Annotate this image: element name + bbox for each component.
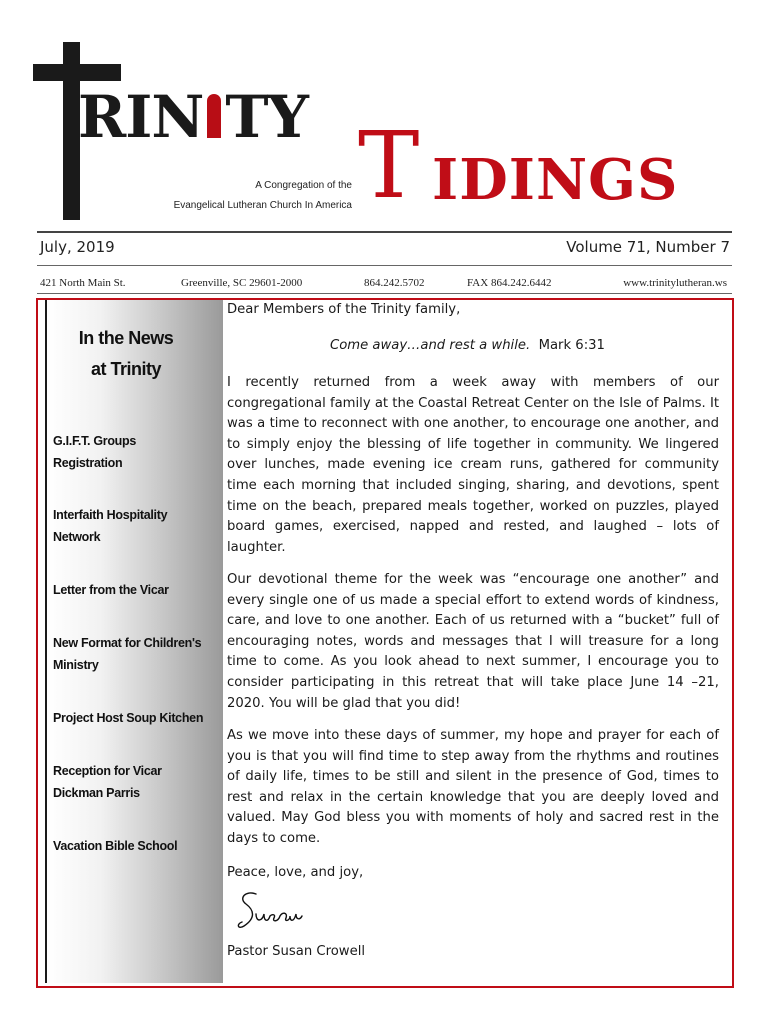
- news-item: G.I.F.T. Groups Registration: [53, 434, 137, 470]
- letter-paragraph: Our devotional theme for the week was “encourage one another” and every single one of us made a special effort to extend words of kindness, care, and love to one another. Each of us returned with a “bucket” full of encouraging notes, words and messages that I will treasure for a long time to come. As you look ahead to next summer, I encourage you to consider participating in this retreat that will take place June 14 –21, 2020. You will be glad that you did!: [227, 572, 719, 711]
- news-item: Vacation Bible School: [53, 839, 178, 853]
- scripture-verse: Come away…and rest a while. Mark 6:31: [330, 338, 605, 353]
- news-item: Reception for Vicar Dickman Parris: [53, 764, 162, 800]
- address: 421 North Main St.: [40, 277, 126, 289]
- news-item: Interfaith Hospitality Network: [53, 508, 168, 544]
- phone: 864.242.5702: [364, 277, 425, 289]
- letter-closing: Peace, love, and joy,: [227, 865, 364, 880]
- website-link[interactable]: www.trinitylutheran.ws: [623, 277, 727, 289]
- letter-paragraph: As we move into these days of summer, my hope and prayer for each of you is that you will find time to step away from the rhythms and routines of daily life, times to be still and silent in the presence of God, times to rest and relax in the certain knowledge that you are deeply loved and valued. May God bless you with moments of holy and sacred rest in the days to come.: [227, 728, 719, 846]
- subtitle-line-2: Evangelical Lutheran Church In America: [173, 200, 352, 211]
- divider: [37, 293, 732, 294]
- church-door-icon: [207, 94, 221, 138]
- divider: [37, 265, 732, 266]
- sidebar-title-line-1: In the News: [78, 328, 174, 348]
- signer-name: Pastor Susan Crowell: [227, 944, 366, 959]
- news-item: New Format for Children's Ministry: [53, 636, 202, 672]
- sidebar-title-line-2: at Trinity: [90, 359, 161, 379]
- news-item: Project Host Soup Kitchen: [53, 711, 204, 725]
- city: Greenville, SC 29601-2000: [181, 277, 303, 289]
- trinity-logotype: RIN TY: [78, 83, 308, 151]
- letter-salutation: Dear Members of the Trinity family,: [227, 302, 461, 317]
- news-sidebar: [45, 300, 223, 983]
- divider: [37, 231, 732, 233]
- tidings-initial: T: [358, 112, 420, 219]
- issue-volume: Volume 71, Number 7: [566, 238, 730, 256]
- issue-date: July, 2019: [40, 238, 115, 256]
- subtitle-line-1: A Congregation of the: [255, 180, 352, 191]
- fax: FAX 864.242.6442: [467, 277, 552, 289]
- letter-paragraph: I recently returned from a week away with members of our congregational family at the Coastal Retreat Center on the Isle of Palms. It was a time to reconnect with one another, to encourage one another, and to simply enjoy the blessing of life together in community. We lingered over lunches, made evening ice cream runs, gathered for community time each morning that included singing, sharing, and devotions, spent time on the beach, prepared meals together, worked on puzzles, played board games, exercised, napped and rested, and laughed – lots of laughter.: [227, 375, 719, 555]
- tidings-logotype: IDINGS: [432, 147, 679, 213]
- news-item: Letter from the Vicar: [53, 583, 169, 597]
- signature-image: [234, 888, 304, 933]
- cross-icon-bar: [33, 64, 121, 81]
